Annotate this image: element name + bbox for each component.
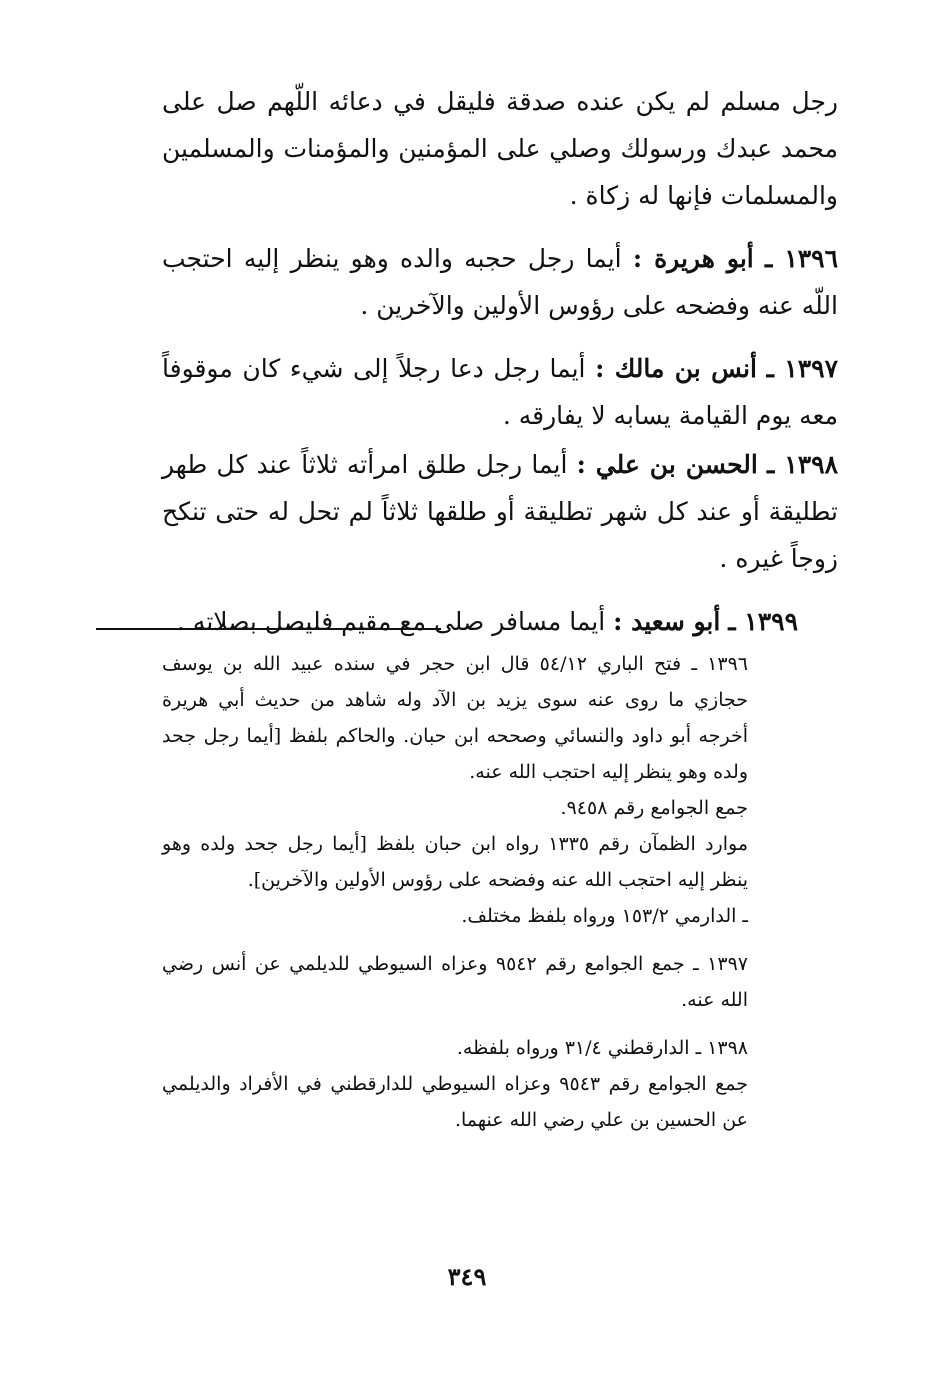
main-text — [162, 78, 838, 661]
intro-paragraph: رجل مسلم لم يكن عنده صدقة فليقل في دعائه اللّهم صل على محمد عبدك ورسولك وصلي على المؤمنين والمؤمنات والمسلمين والمسلمات فإنها له زكاة . — [162, 87, 838, 210]
hadith-text: أيما مسافر صلى مع مقيم فليصل بصلاته . — [177, 607, 606, 636]
footnote-1398: ١٣٩٨ ـ الدارقطني ٣١/٤ ورواه بلفظه. — [456, 1037, 748, 1059]
hadith-narrator: الحسن بن علي : — [576, 450, 758, 479]
footnote-1396-jami: جمع الجوامع رقم ٩٤٥٨. — [560, 797, 748, 819]
hadith-1398 — [162, 441, 838, 582]
footnote-1398-jami: جمع الجوامع رقم ٩٥٤٣ وعزاه السيوطي للدارقطني في الأفراد والديلمي عن الحسين بن علي رضي الله عنهما. — [162, 1073, 748, 1131]
hadith-text: أيما رجل حجبه والده وهو ينظر إليه احتجب اللّه عنه وفضحه على رؤوس الأولين والآخرين . — [162, 244, 838, 320]
hadith-number: ١٣٩٩ ـ — [728, 607, 798, 636]
hadith-1399 — [162, 598, 838, 645]
page-number: ٣٤٩ — [447, 1262, 487, 1291]
footnotes — [162, 646, 838, 1138]
hadith-narrator: أبو هريرة : — [632, 244, 754, 273]
footnote-divider — [96, 628, 441, 630]
hadith-number: ١٣٩٧ ـ — [766, 354, 838, 383]
hadith-1397 — [162, 345, 838, 439]
footnote-1396-mawarid: موارد الظمآن رقم ١٣٣٥ رواه ابن حبان بلفظ [أيما رجل جحد ولده وهو ينظر إليه احتجب الله عنه وفضحه على رؤوس الأولين والآخرين]. — [162, 833, 748, 891]
hadith-narrator: أبو سعيد : — [613, 607, 721, 636]
hadith-1396 — [162, 235, 838, 329]
footnote-1397: ١٣٩٧ ـ جمع الجوامع رقم ٩٥٤٢ وعزاه السيوطي للديلمي عن أنس رضي الله عنه. — [162, 953, 748, 1011]
hadith-text: أيما رجل دعا رجلاً إلى شيء كان موقوفاً معه يوم القيامة يسابه لا يفارقه . — [162, 354, 838, 430]
hadith-number: ١٣٩٨ ـ — [766, 450, 838, 479]
hadith-text: أيما رجل طلق امرأته ثلاثاً عند كل طهر تطليقة أو عند كل شهر تطليقة أو طلقها ثلاثاً لم تحل له حتى تنكح زوجاً غيره . — [162, 450, 838, 573]
hadith-narrator: أنس بن مالك : — [595, 354, 757, 383]
footnote-1396: ١٣٩٦ ـ فتح الباري ٥٤/١٢ قال ابن حجر في سنده عبيد الله بن يوسف حجازي ما روى عنه سوى يزيد بن الآد وله شاهد من حديث أبي هريرة أخرجه أبو داود والنسائي وصححه ابن حبان. والحاكم بلفظ [أيما رجل جحد ولده وهو ينظر إليه احتجب الله عنه. — [162, 653, 748, 783]
hadith-number: ١٣٩٦ ـ — [764, 244, 839, 273]
footnote-1396-darimi: ـ الدارمي ١٥٣/٢ ورواه بلفظ مختلف. — [461, 905, 748, 927]
